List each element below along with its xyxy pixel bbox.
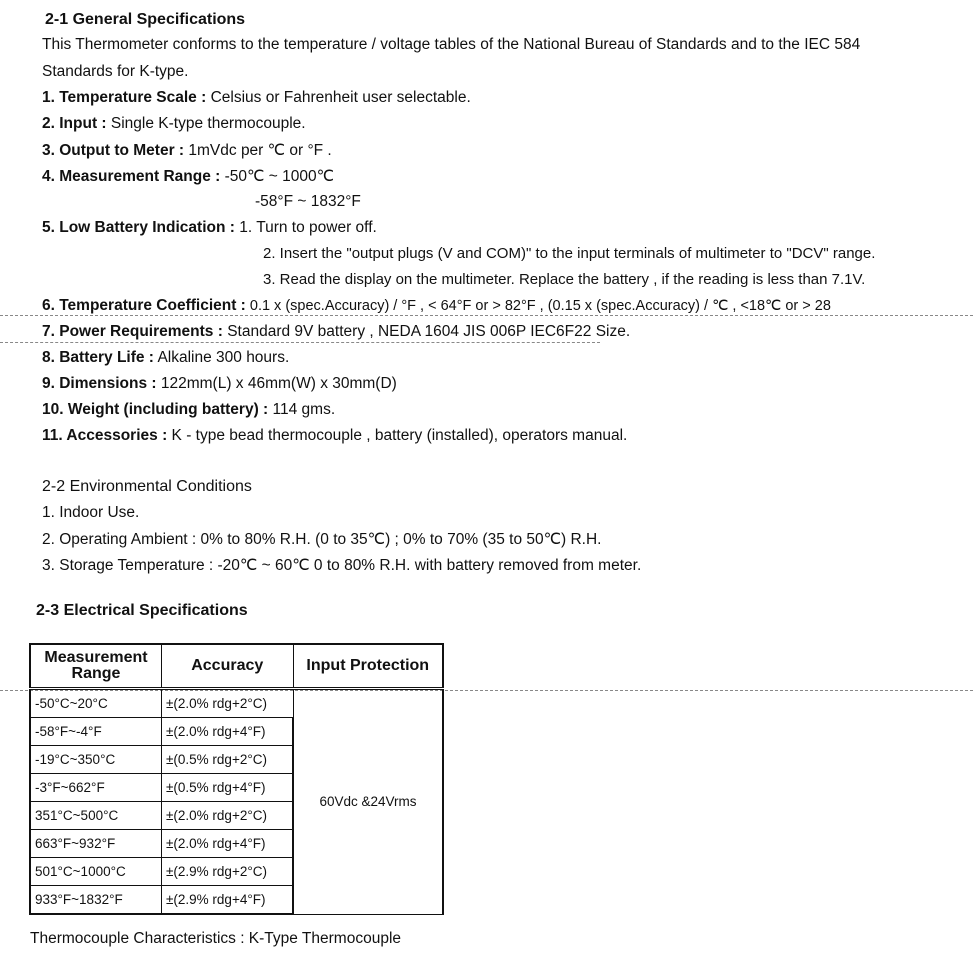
spec-item — [42, 219, 377, 237]
table-footer-note: Thermocouple Characteristics : K-Type Thermocouple — [30, 930, 402, 947]
spec-value: Single K-type thermocouple. — [110, 115, 306, 132]
spec-value: 1. Turn to power off. — [239, 219, 377, 236]
spec-item — [42, 401, 335, 419]
accuracy-cell: ±(2.0% rdg+2°C) — [162, 802, 294, 830]
column-header: Measurement Range — [30, 644, 162, 689]
spec-value-continued: 3. Read the display on the multimeter. Replace the battery , if the reading is less than 7.1V. — [263, 271, 866, 288]
accuracy-cell: ±(2.9% rdg+2°C) — [162, 858, 294, 886]
spec-item — [42, 141, 332, 160]
intro-text: Standards for K-type. — [42, 63, 189, 80]
spec-item — [42, 115, 306, 133]
spec-item — [42, 349, 289, 367]
range-cell: -58°F~-4°F — [30, 718, 162, 746]
intro-text: This Thermometer conforms to the temperature / voltage tables of the National Bureau of Standards and to the IEC 584 — [42, 36, 861, 53]
table-row — [30, 689, 443, 718]
spec-item — [42, 427, 627, 445]
accuracy-cell: ±(2.0% rdg+4°F) — [162, 830, 294, 858]
env-item: 1. Indoor Use. — [42, 504, 140, 521]
range-cell: -50°C~20°C — [30, 689, 162, 718]
spec-label: 9. Dimensions : — [42, 375, 157, 392]
electrical-spec-table — [29, 643, 444, 915]
spec-label: 6. Temperature Coefficient : — [42, 297, 246, 314]
protection-cell: 60Vdc &24Vrms — [293, 689, 443, 915]
accuracy-cell: ±(0.5% rdg+2°C) — [162, 746, 294, 774]
accuracy-cell: ±(2.0% rdg+2°C) — [162, 689, 294, 718]
range-cell: -3°F~662°F — [30, 774, 162, 802]
spec-label: 8. Battery Life : — [42, 349, 154, 366]
spec-label: 5. Low Battery Indication : — [42, 219, 235, 236]
range-cell: 663°F~932°F — [30, 830, 162, 858]
spec-value: 0.1 x (spec.Accuracy) / °F , < 64°F or > 82°F , (0.15 x (spec.Accuracy) / ℃ , <18℃ or > 28 — [249, 298, 831, 314]
spec-value: 122mm(L) x 46mm(W) x 30mm(D) — [160, 375, 397, 392]
column-header: Accuracy — [162, 644, 294, 689]
env-item: 3. Storage Temperature : -20℃ ~ 60℃ 0 to 80% R.H. with battery removed from meter. — [42, 557, 642, 574]
section-heading-general: 2-1 General Specifications — [45, 11, 246, 28]
spec-value-continued: -58°F ~ 1832°F — [255, 193, 361, 210]
column-header: Input Protection — [293, 644, 443, 689]
spec-item — [42, 297, 831, 315]
spec-label: 1. Temperature Scale : — [42, 89, 207, 106]
spec-value-continued: 2. Insert the "output plugs (V and COM)" to the input terminals of multimeter to "DCV" range. — [263, 245, 876, 262]
spec-value: Alkaline 300 hours. — [157, 349, 290, 366]
scan-line — [0, 315, 973, 316]
spec-item — [42, 167, 334, 186]
spec-label: 10. Weight (including battery) : — [42, 401, 269, 418]
section-heading-electrical: 2-3 Electrical Specifications — [36, 602, 248, 619]
spec-label: 2. Input : — [42, 115, 107, 132]
range-cell: 501°C~1000°C — [30, 858, 162, 886]
spec-item — [42, 375, 397, 393]
spec-value: 1mVdc per ℃ or °F . — [188, 142, 332, 159]
spec-label: 4. Measurement Range : — [42, 168, 221, 185]
accuracy-cell: ±(0.5% rdg+4°F) — [162, 774, 294, 802]
spec-item — [42, 323, 630, 341]
spec-item — [42, 89, 471, 107]
range-cell: 933°F~1832°F — [30, 886, 162, 915]
range-cell: -19°C~350°C — [30, 746, 162, 774]
spec-value: K - type bead thermocouple , battery (installed), operators manual. — [171, 427, 628, 444]
accuracy-cell: ±(2.9% rdg+4°F) — [162, 886, 294, 915]
scan-line — [0, 342, 600, 343]
spec-label: 3. Output to Meter : — [42, 142, 185, 159]
spec-value: Standard 9V battery , NEDA 1604 JIS 006P IEC6F22 Size. — [227, 323, 631, 340]
spec-label: 7. Power Requirements : — [42, 323, 223, 340]
spec-value: -50℃ ~ 1000℃ — [224, 168, 334, 185]
spec-label: 11. Accessories : — [42, 427, 168, 444]
spec-value: 114 gms. — [272, 401, 336, 418]
env-item: 2. Operating Ambient : 0% to 80% R.H. (0 to 35℃) ; 0% to 70% (35 to 50℃) R.H. — [42, 531, 602, 548]
range-cell: 351°C~500°C — [30, 802, 162, 830]
accuracy-cell: ±(2.0% rdg+4°F) — [162, 718, 294, 746]
spec-value: Celsius or Fahrenheit user selectable. — [210, 89, 471, 106]
section-heading-environmental: 2-2 Environmental Conditions — [42, 478, 252, 495]
